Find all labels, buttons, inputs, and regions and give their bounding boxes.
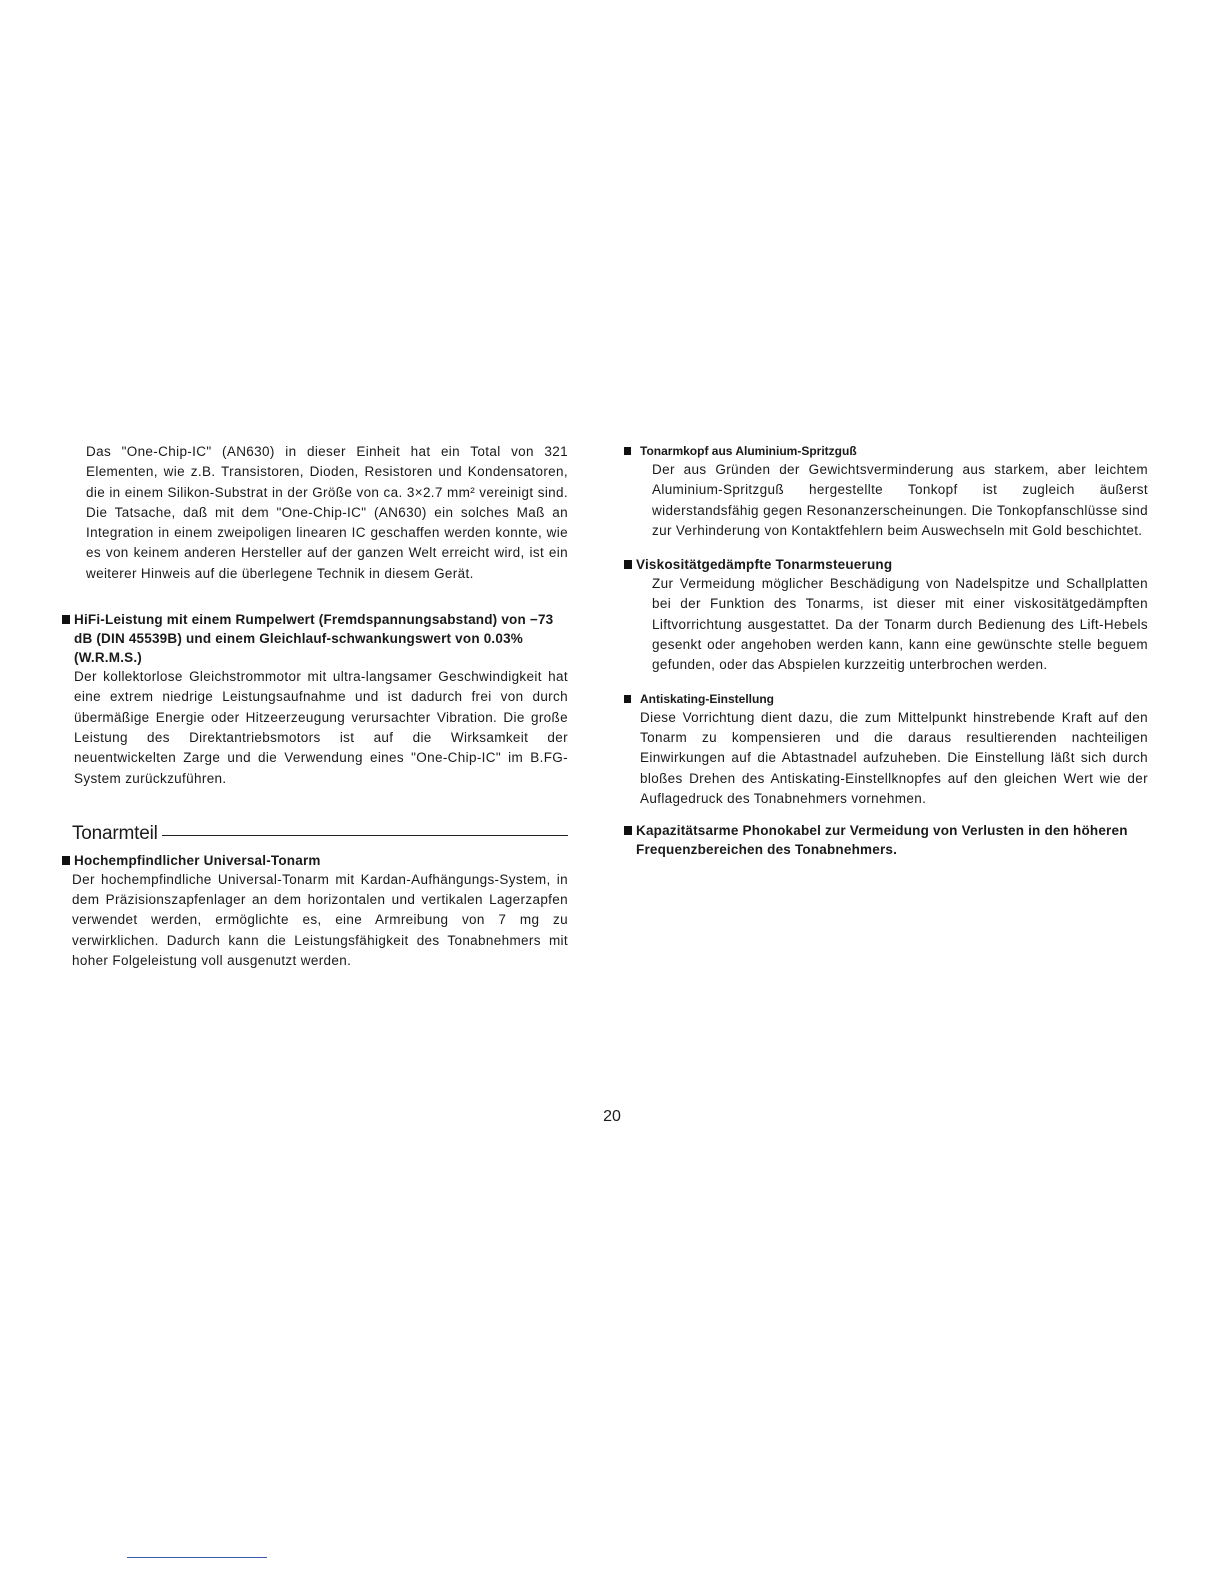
anti-heading — [624, 690, 1148, 708]
footer-rule — [127, 1557, 267, 1558]
hifi-section — [62, 610, 568, 789]
kabel-heading — [624, 821, 1148, 859]
kabel-heading-text: Kapazitätsarme Phonokabel zur Vermeidung von Verlusten in den höheren Frequenzbereichen des Tonabnehmers. — [636, 823, 1128, 858]
kopf-heading-text: Tonarmkopf aus Aluminium-Spritzguß — [640, 444, 857, 458]
kopf-section — [624, 442, 1148, 541]
kabel-section — [624, 821, 1148, 859]
anti-section — [624, 690, 1148, 809]
tonarm-paragraph: Der hochempfindliche Universal-Tonarm mit Kardan-Aufhängungs-System, in dem Präzisionszapfenlager an dem horizontalen und vertikalen Lagerzapfen verwendet werden, ermöglichte es, eine Armreibung von 7 mg zu verwirklichen. Dadurch kann die Leistungsfähigkeit des Tonabnehmers mit hoher Folgeleistung voll ausgenutzt werden. — [72, 871, 568, 969]
anti-heading-text: Antiskating-Einstellung — [640, 691, 775, 706]
tonarm-heading — [62, 851, 568, 870]
intro-paragraph: Das "One-Chip-IC" (AN630) in dieser Einheit hat ein Total von 321 Elementen, wie z.B. Transistoren, Dioden, Resistoren und Kondensatoren, die in einem Silikon-Substrat in der Größe von ca. 3×2.7 mm² vereinigt sind. Die Tatsache, daß mit dem "One-Chip-IC" (AN630) ein solches Maß an Integration in einem zweipoligen linearen IC geschaffen werden konnte, wie es von keinem anderen Hersteller auf der ganzen Welt erreicht wird, ist ein weiterer Hinweis auf die überlegene Technik in diesem Gerät. — [86, 444, 568, 581]
anti-paragraph: Diese Vorrichtung dient dazu, die zum Mittelpunkt hinstrebende Kraft auf den Tonarm zu kompensieren und die daraus resultierenden nachteiligen Einwirkungen auf die Abtastnadel aufzuheben. Die Einstellung läßt sich durch bloßes Drehen des Antiskating-Einstellknopfes auf den gleichen Wert wie der Auflagedruck des Tonabnehmers vornehmen. — [640, 709, 1148, 806]
kopf-heading — [624, 442, 1148, 460]
square-bullet-icon — [62, 856, 70, 865]
visko-paragraph: Zur Vermeidung möglicher Beschädigung von Nadelspitze und Schallplatten bei der Funktion des Tonarms, ist dieser mit einer viskositätgedämpften Liftvorrichtung ausgestattet. Da der Tonarm durch Bedienung des Lift-Hebels gesenkt oder angehoben werden kann, kann eine gewünschte stelle beguem gefunden, oder das Abspielen kurzzeitig unterbrochen werden. — [652, 576, 1148, 673]
visko-heading-text: Viskositätgedämpfte Tonarmsteuerung — [636, 557, 893, 573]
visko-section — [624, 555, 1148, 675]
tonarm-heading-text: Hochempfindlicher Universal-Tonarm — [74, 852, 321, 868]
square-bullet-icon — [624, 826, 632, 835]
section-title-text: Tonarmteil — [72, 822, 158, 844]
square-bullet-icon — [624, 695, 631, 703]
left-column — [62, 442, 568, 971]
square-bullet-icon — [624, 447, 631, 455]
visko-heading — [624, 555, 1148, 574]
hifi-heading-text: HiFi-Leistung mit einem Rumpelwert (Fremdspannungsabstand) von −73 dB (DIN 45539B) und einem Gleichlauf-schwankungswert von 0.03% (W.R.M.S.) — [74, 612, 554, 666]
square-bullet-icon — [62, 615, 70, 624]
tonarm-section — [62, 851, 568, 971]
hifi-heading — [62, 610, 568, 667]
section-title-tonarmteil — [62, 823, 568, 845]
hifi-paragraph: Der kollektorlose Gleichstrommotor mit ultra-langsamer Geschwindigkeit hat eine extrem niedrige Leistungsaufnahme und ist dadurch frei von durch übermäßige Energie oder Hitzeerzeugung verursachter Vibration. Die große Leistung des Direktantriebsmotors ist auf die Wirksamkeit der neuentwickelten Zarge und die Verwendung eines "One-Chip-IC" im B.FG-System zurückzuführen. — [74, 669, 568, 786]
kopf-paragraph: Der aus Gründen der Gewichtsverminderung aus starkem, aber leichtem Aluminium-Spritzguß hergestellte Tonkopf ist zugleich äußerst widerstandsfähig gegen Resonanzerscheinungen. Die Tonkopfanschlüsse sind zur Verhinderung von Kontaktfehlern beim Auswechseln mit Gold beschichtet. — [652, 462, 1148, 538]
right-column — [624, 442, 1148, 859]
square-bullet-icon — [624, 560, 632, 569]
section-title-rule — [162, 835, 568, 836]
page-number: 20 — [603, 1108, 621, 1125]
